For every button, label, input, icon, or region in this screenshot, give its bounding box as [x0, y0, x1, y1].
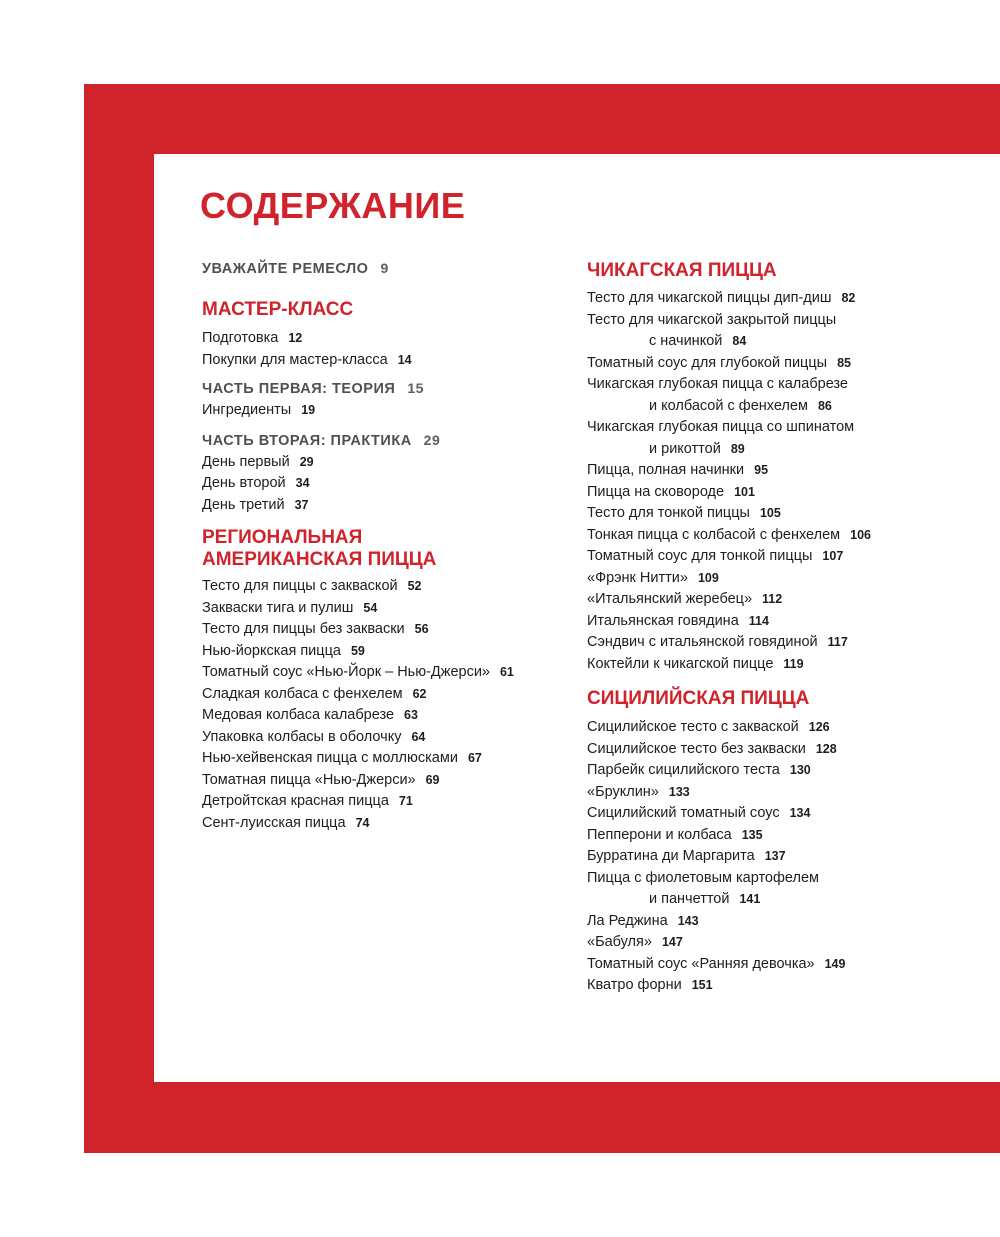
page-number: 141 — [739, 892, 761, 906]
page-number: 69 — [425, 772, 440, 787]
part-one-title: ЧАСТЬ ПЕРВАЯ: ТЕОРИЯ — [202, 381, 396, 397]
toc-entry-continuation: и панчеттой — [649, 891, 730, 907]
toc-entry-text: Ла Реджина — [587, 912, 668, 929]
toc-entry-text: «Бабуля» — [587, 934, 652, 950]
toc-entry[interactable] — [202, 813, 572, 835]
page-number: 52 — [407, 579, 422, 593]
page-number: 9 — [380, 260, 389, 276]
toc-entry-text: Коктейли к чикагской пицце — [587, 655, 774, 672]
toc-entry-text: Чикагская глубокая пицца со шпинатом — [587, 419, 855, 435]
toc-entry-text: «Фрэнк Нитти» — [587, 569, 688, 586]
toc-entry-text: Итальянская говядина — [587, 612, 739, 629]
toc-entry-text: Подготовка — [202, 330, 279, 346]
toc-entry[interactable] — [587, 611, 987, 633]
section-title-sicilian: СИЦИЛИЙСКАЯ ПИЦЦА — [587, 688, 810, 709]
toc-list-regional — [202, 576, 572, 834]
toc-entry[interactable] — [202, 452, 572, 474]
toc-entry[interactable] — [587, 482, 987, 504]
toc-entry[interactable] — [202, 495, 572, 517]
page-number: 137 — [764, 849, 786, 863]
toc-entry[interactable] — [587, 975, 987, 997]
page-number: 126 — [808, 720, 830, 734]
toc-entry-text: Пицца, полная начинки — [587, 462, 745, 478]
page-number: 84 — [732, 334, 747, 348]
toc-entry-text: «Бруклин» — [587, 783, 659, 800]
toc-entry-text: «Итальянский жеребец» — [587, 591, 753, 607]
page-number: 54 — [363, 600, 378, 615]
toc-entry[interactable] — [587, 417, 987, 460]
page-number: 59 — [350, 643, 365, 658]
toc-entry[interactable] — [587, 288, 987, 310]
page-number: 74 — [355, 815, 370, 830]
page-number: 130 — [789, 763, 811, 777]
page-number: 15 — [407, 380, 424, 396]
page-number: 107 — [822, 549, 844, 563]
section-title-regional-line2: АМЕРИКАНСКАЯ ПИЦЦА — [202, 549, 437, 570]
section-title-regional — [202, 527, 572, 571]
toc-entry-text: Тесто для пиццы без закваски — [202, 621, 405, 637]
page-number: 147 — [661, 935, 683, 949]
toc-entry[interactable] — [587, 460, 987, 482]
page-number: 105 — [759, 506, 781, 520]
page-number: 56 — [414, 622, 429, 636]
page-number: 61 — [499, 665, 514, 679]
toc-entry-text: День третий — [202, 496, 285, 513]
toc-list-chicago — [587, 288, 987, 675]
page-number: 85 — [837, 355, 851, 370]
page-number: 119 — [783, 656, 804, 671]
page-number: 12 — [288, 331, 303, 345]
toc-entry-text: Сент-луисская пицца — [202, 814, 346, 831]
toc-entry-continuation: с начинкой — [649, 333, 723, 349]
toc-entry-text: Парбейк сицилийского теста — [587, 762, 780, 778]
toc-entry[interactable] — [587, 374, 987, 417]
page-number: 134 — [789, 806, 811, 820]
toc-left-column — [202, 258, 572, 834]
page-number: 63 — [404, 708, 418, 722]
page-number: 82 — [841, 291, 856, 305]
page-number: 101 — [734, 484, 755, 499]
toc-entry-text: Чикагская глубокая пицца с калабрезе — [587, 376, 848, 392]
toc-entry[interactable] — [587, 546, 987, 568]
page-number: 29 — [299, 454, 314, 469]
toc-entry[interactable] — [587, 760, 987, 782]
toc-entry[interactable] — [587, 911, 987, 933]
toc-entry[interactable] — [202, 705, 572, 727]
toc-entry-text: Медовая колбаса калабрезе — [202, 707, 395, 723]
toc-entry[interactable] — [587, 632, 987, 654]
page-number: 19 — [301, 403, 316, 417]
toc-entry-continuation: и рикоттой — [649, 440, 721, 457]
toc-entry[interactable] — [587, 739, 987, 761]
toc-entry[interactable] — [202, 473, 572, 495]
toc-entry[interactable] — [587, 503, 987, 525]
toc-entry[interactable] — [587, 932, 987, 954]
toc-entry[interactable] — [587, 825, 987, 847]
page-number: 135 — [741, 827, 763, 842]
toc-entry[interactable] — [202, 350, 572, 372]
page-number: 89 — [730, 441, 745, 456]
toc-entry-text: Покупки для мастер-класса — [202, 351, 388, 368]
section-title-regional-line1: РЕГИОНАЛЬНАЯ — [202, 527, 363, 548]
toc-entry-text: Томатный соус «Нью-Йорк – Нью-Джерси» — [202, 664, 490, 680]
page-number: 71 — [398, 794, 413, 808]
page-number: 95 — [754, 463, 769, 477]
toc-entry[interactable] — [202, 662, 572, 684]
toc-entry[interactable] — [587, 803, 987, 825]
toc-entry-text: Кватро форни — [587, 977, 682, 993]
part-two-title: ЧАСТЬ ВТОРАЯ: ПРАКТИКА — [202, 432, 412, 449]
toc-list-part-one — [202, 400, 572, 422]
toc-entry-text: Закваски тига и пулиш — [202, 599, 354, 616]
toc-entry[interactable] — [587, 525, 987, 547]
toc-entry[interactable] — [202, 598, 572, 620]
page-number: 67 — [467, 751, 482, 765]
toc-entry[interactable] — [202, 748, 572, 770]
page-number: 149 — [824, 956, 846, 971]
toc-entry-text: Детройтская красная пицца — [202, 793, 389, 809]
section-title-master: МАСТЕР-КЛАСС — [202, 299, 354, 320]
toc-entry-text: Нью-йоркская пицца — [202, 642, 341, 659]
toc-entry-text: Пицца с фиолетовым картофелем — [587, 869, 820, 886]
toc-entry[interactable] — [202, 400, 572, 422]
toc-entry[interactable] — [202, 791, 572, 813]
toc-entry[interactable] — [202, 641, 572, 663]
toc-entry[interactable] — [202, 684, 572, 706]
toc-entry-text: Сицилийское тесто без закваски — [587, 740, 806, 757]
toc-entry[interactable] — [587, 782, 987, 804]
toc-entry-text: Пицца на сковороде — [587, 483, 725, 500]
page-number: 109 — [697, 570, 719, 585]
page-number: 143 — [677, 913, 699, 928]
toc-list-part-two — [202, 452, 572, 517]
toc-entry-text: Пепперони и колбаса — [587, 826, 732, 843]
toc-entry[interactable] — [587, 310, 987, 353]
page-number: 151 — [691, 978, 713, 992]
toc-entry[interactable] — [587, 589, 987, 611]
toc-entry[interactable] — [202, 576, 572, 598]
toc-entry-text: Томатный соус для глубокой пиццы — [587, 354, 828, 371]
toc-list-sicilian — [587, 717, 987, 997]
toc-entry-text: Бурратина ди Маргарита — [587, 848, 755, 864]
toc-entry[interactable] — [587, 568, 987, 590]
page-number: 114 — [748, 613, 769, 628]
page-title: СОДЕРЖАНИЕ — [200, 185, 466, 226]
toc-entry-text: Сэндвич с итальянской говядиной — [587, 634, 818, 650]
toc-entry-text: Ингредиенты — [202, 402, 292, 418]
toc-entry-text: Тесто для чикагской закрытой пиццы — [587, 311, 837, 328]
page-number: 86 — [817, 398, 832, 413]
page-number: 34 — [295, 476, 310, 490]
toc-part-two[interactable] — [202, 430, 572, 452]
toc-list-master — [202, 328, 572, 371]
page-number: 64 — [411, 729, 426, 744]
toc-entry-text: Сицилийское тесто с закваской — [587, 719, 799, 735]
page-number: 112 — [762, 592, 783, 606]
page-number: 106 — [850, 527, 871, 542]
toc-entry-text: День второй — [202, 475, 286, 491]
toc-entry-text: Сицилийский томатный соус — [587, 805, 780, 821]
toc-entry-text: Тесто для тонкой пиццы — [587, 505, 750, 521]
toc-entry-text: День первый — [202, 453, 290, 470]
toc-entry[interactable] — [202, 328, 572, 350]
toc-right-column — [587, 260, 987, 997]
toc-entry-text: Томатная пицца «Нью-Джерси» — [202, 771, 416, 788]
page-number: 29 — [423, 431, 441, 448]
toc-part-one[interactable] — [202, 378, 572, 400]
toc-entry[interactable] — [587, 717, 987, 739]
toc-entry-text: Томатный соус «Ранняя девочка» — [587, 955, 815, 972]
toc-entry-text: Тесто для пиццы с закваской — [202, 578, 398, 594]
toc-entry-text: Сладкая колбаса с фенхелем — [202, 685, 403, 702]
toc-entry-text: Томатный соус для тонкой пиццы — [587, 548, 813, 564]
page-number: 117 — [827, 635, 848, 649]
toc-entry[interactable] — [587, 868, 987, 911]
section-title-chicago: ЧИКАГСКАЯ ПИЦЦА — [587, 260, 777, 281]
page-number: 62 — [412, 686, 427, 701]
toc-entry[interactable] — [202, 619, 572, 641]
toc-entry[interactable] — [587, 846, 987, 868]
page-number: 133 — [668, 784, 690, 799]
toc-intro[interactable] — [202, 258, 572, 280]
toc-entry[interactable] — [587, 353, 987, 375]
toc-entry[interactable] — [587, 954, 987, 976]
toc-entry-continuation: и колбасой с фенхелем — [649, 397, 808, 414]
toc-entry[interactable] — [202, 727, 572, 749]
toc-intro-title: УВАЖАЙТЕ РЕМЕСЛО — [202, 261, 369, 277]
toc-entry-text: Тонкая пицца с колбасой с фенхелем — [587, 526, 841, 543]
toc-entry[interactable] — [202, 770, 572, 792]
page-number: 37 — [294, 497, 309, 512]
toc-entry[interactable] — [587, 654, 987, 676]
toc-entry-text: Упаковка колбасы в оболочку — [202, 728, 402, 745]
page-number: 128 — [815, 741, 837, 756]
page-number: 14 — [397, 352, 412, 367]
toc-entry-text: Тесто для чикагской пиццы дип-диш — [587, 290, 832, 306]
toc-entry-text: Нью-хейвенская пицца с моллюсками — [202, 750, 458, 766]
